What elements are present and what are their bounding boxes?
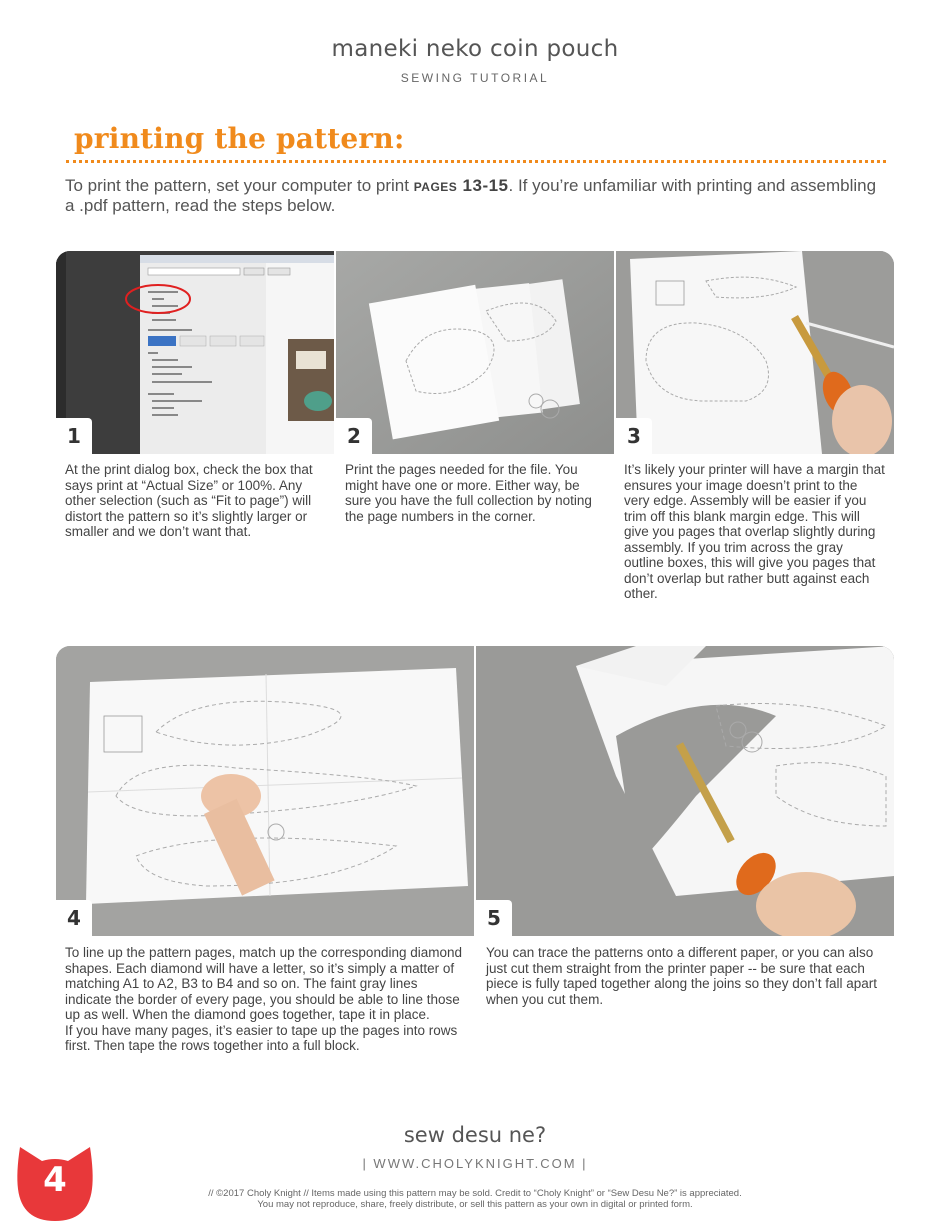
footer-legal-line-2: You may not reproduce, share, freely distribute, or sell this pattern as your own in digital or printed form. [257, 1199, 693, 1210]
step-1-number: 1 [56, 418, 92, 454]
footer-brand: sew desu ne? [403, 1123, 547, 1147]
step-5-photo [476, 646, 894, 936]
step-1-caption: At the print dialog box, check the box that says print at “Actual Size” or 100%. Any other selection (such as “Fit to page”) will distort the pattern so it’s slightly larger or smaller and we don’t want that. [65, 462, 313, 539]
footer-legal-line-1: // ©2017 Choly Knight // Items made using this pattern may be sold. Credit to “Choly Knight” or “Sew Desu Ne?” is appreciated. [208, 1188, 742, 1199]
step-5-number: 5 [476, 900, 512, 936]
step-4-caption-paragraph-1: To line up the pattern pages, match up the corresponding diamond shapes. Each diamond will have a letter, so it’s simply a matter of matching A1 to A2, B3 to B4 and so on. The faint gray lines indicate the border of every page, you should be able to line those up as well. When the diamond goes together, tape it in place. [65, 945, 463, 1022]
step-3-caption: It’s likely your printer will have a margin that ensures your image doesn’t print to the very edge. Assembly will be easier if you trim off this blank margin edge. This will give you pages that overlap slightly during assembly. If you trim across the gray outline boxes, this will give you pages that don’t overlap but rather butt against each other. [624, 462, 885, 601]
step-4-photo [56, 646, 474, 936]
print-dialog-illustration [56, 251, 334, 454]
step-3-number: 3 [616, 418, 652, 454]
step-4-caption-paragraph-2: If you have many pages, it’s easier to tape up the pages into rows first. Then tape the rows together into a full block. [65, 1022, 458, 1053]
page-number: 4 [43, 1160, 67, 1200]
intro-pages-range: pages 13-15 [413, 176, 509, 195]
step-1-photo [56, 251, 334, 454]
cutting-pattern-illustration [476, 646, 894, 936]
intro-text-before: To print the pattern, set your computer to print [65, 176, 414, 195]
document-subtitle: SEWING TUTORIAL [400, 71, 550, 85]
section-heading: printing the pattern: [74, 122, 405, 155]
step-3-photo [616, 251, 894, 454]
dotted-divider [66, 160, 886, 163]
intro-paragraph [65, 176, 885, 216]
step-2-number: 2 [336, 418, 372, 454]
trimming-illustration [616, 251, 894, 454]
step-2-caption: Print the pages needed for the file. You might have one or more. Either way, be sure you have the full collection by noting the page numbers in the corner. [345, 462, 592, 524]
step-2-photo [336, 251, 614, 454]
step-5-caption: You can trace the patterns onto a different paper, or you can also just cut them straight from the printer paper -- be sure that each piece is fully taped together along the joins so they don’t fall apart when you cut them. [486, 945, 877, 1007]
step-4-caption [65, 945, 465, 1054]
taping-pages-illustration [56, 646, 474, 936]
footer-website-link[interactable]: | WWW.CHOLYKNIGHT.COM | [362, 1156, 588, 1171]
step-4-number: 4 [56, 900, 92, 936]
printed-pages-illustration [336, 251, 614, 454]
intro-text-after: . If you’re unfamiliar with printing and assembling a .pdf pattern, read the steps below. [65, 176, 877, 215]
document-title: maneki neko coin pouch [331, 36, 619, 62]
footer-legal [130, 1188, 820, 1210]
